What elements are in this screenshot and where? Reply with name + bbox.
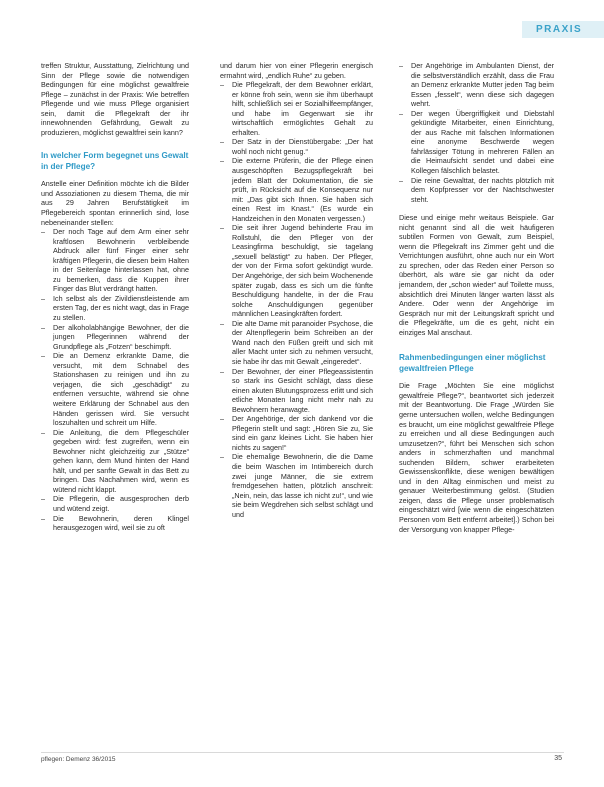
footer-magazine: pflegen: Demenz 36/2015 [41,756,116,763]
list-item: – Der Bewohner, der einer Pflegeassistentin so stark ins Gesicht schlägt, dass diese einen akuten Blutungsprozess erlitt und sich etliche Monaten lang nicht mehr nah zu Bewohnern heranwagte. [220,367,373,415]
list-item: – Die externe Prüferin, die der Pflege einen ausgeschöpften Bezugspflegekräft bei jedem Blatt der Dokumentation, die sie prüft, in Rücksicht auf die Konsequenz nur mit: „Das gibt sich Ihnen. Sie haben sich einen Rest im Knast.“ (Es wurde ein Handzeichen in den Monaten vergessen.) [220,156,373,223]
page-number: 35 [554,755,562,762]
list-item: – Die Pflegerin, die ausgesprochen derb und wütend zeigt. [41,494,189,513]
list-item: – Ich selbst als der Zivildienstleistende am ersten Tag, der es nicht wagt, das in Frage zu stellen. [41,294,189,323]
column-2 [220,61,373,519]
list-item: – Der noch Tage auf dem Arm einer sehr kraftlosen Bewohnerin verbleibende Abdruck aller fünf Finger einer sehr kräftigen Pflegerin, die diesen beim Halten in der Seitenlage hinterlassen hat, ohne zu bemerken, dass die Kuppen ihrer Finger das Blut verdrängt hatten. [41,227,189,294]
list-item: – Der Angehörige, der sich dankend vor die Pflegerin stellt und sagt: „Hören Sie zu, Sie sind ein ganz kleines Licht. Sie haben hier nichts zu sagen!“ [220,414,373,452]
column-1 [41,61,189,533]
continued-text: und darum hier von einer Pflegerin energisch ermahnt wird, „endlich Ruhe“ zu geben. [220,61,373,80]
paragraph-subtle-forms: Diese und einige mehr weitaus Beispiele. Gar nicht genannt sind all die weit häufigeren subtilen Formen von Gewalt, zum Beispiel, wenn die Pflegekraft ins Zimmer geht und die Verrichtungen ausführt, ohne auch nur ein Wort zu sprechen, oder das Reden einer Person so überhört, als wäre sie gar nicht da oder jemandem, der „schon wieder“ auf Toilette muss, absichtlich drei Minuten länger warten lässt als Andere. Oder wenn der Angehörige im Gespräch nur mit der Leitungskraft spricht und die Pflegekräfte, um die es geht, nicht ein einziges Mal anschaut. [399,213,554,337]
heading-gewalt: In welcher Form begegnet uns Gewalt in der Pflege? [41,151,189,171]
list-examples-1 [41,227,189,533]
list-item: – Der alkoholabhängige Bewohner, der die jungen Pflegerinnen während der Grundpflege als „Fotzen“ beschimpft. [41,323,189,352]
column-3 [399,61,554,534]
intro-paragraph: treffen Struktur, Ausstattung, Zielrichtung und Sinn der Pflege sowie die notwendigen Bedingungen für eine möglichst gewaltfreie Pflege – zunächst in der Praxis: Wie betreffen Pflegende und wie muss Pflege organisiert sein, damit die Pflegekraft der ihr innewohnenden Gefährdung, Gewalt zu produzieren, möglichst gewaltfrei sein kann? [41,61,189,137]
paragraph-frage: Die Frage „Möchten Sie eine möglichst gewaltfreie Pflege?“, beantwortet sich jederzeit mit der Beantwortung. Die Frage „Würden Sie gerne untersuchen wollen, welche Bedingungen es braucht, um eine möglichst gewaltfreie Pflege zu erreichen und all diese Bedingungen auch umzusetzen?“, führt bei Menschen sich schon anders in schmerzhaften und manchmal suchenden Bildern, schwer erarbeiteten Gewissenskonflikte, diese wenigen bewältigen und in den Alltag einmischen und meist zu genauer Weiterbestimmung gelöst. (Studien zeigen, dass die Pflege unser problematisch eingeschätzt wird [wie wenn die eingeschätzten Personen vom Bett entfernt arbeitet].) Schon bei der Versorgung von knapper Pflege- [399,381,554,534]
list-item: – Die Pflegekraft, der dem Bewohner erklärt, er könne froh sein, wenn sie ihm überhaupt hilft, schließlich sei er Sozialhilfeempfänger, und habe im Gegenwart sie ihr wirtschaftlich ermöglichtes Gehalt zu erhalten. [220,80,373,137]
list-item: – Der Angehörige im Ambulanten Dienst, der die selbstverständlich erzählt, dass die Frau an Demenz erkrankte Mutter jeden Tag beim Essen „fesselt“, wenn diese sich dagegen wehrt. [399,61,554,109]
list-item: – Der wegen Übergriffigkeit und Diebstahl gekündigte Mitarbeiter, einen Einrichtung, der aus Rache mit falschen Informationen eine anonyme Beschwerde wegen fahrlässiger Tötung in mehreren Fällen an die Heimaufsicht sendet und dabei eine Kollegen fälschlich belastet. [399,109,554,176]
list-examples-3 [399,61,554,204]
list-item: – Die Anleitung, die dem Pflegeschüler gegeben wird: fest zugreifen, wenn ein Bewohner nicht gleichzeitig zur „Stütze“ gehen kann, dem Mund hinten der Hand hält, und per sanfte Gewalt in das Bett zu bringen. Das Nachahmen wird, wenn es wütend nicht klappt. [41,428,189,495]
list-examples-2 [220,80,373,519]
list-item: – Die seit ihrer Jugend behinderte Frau im Rollstuhl, die den Pfleger von der Leasingfirma beschuldigt, sie tagelang „sexuell belästigt“ zu haben. Der Pfleger, der von der Firma sofort gekündigt wurde. Der Angehörige, der sich beim Wochenende später zugab, dass es sich um die fünfte Beschuldigung handelte, in der die Frau solche Anschuldigungen gegenüber männlichen Leasingkräften fordert. [220,223,373,318]
list-item: – Der Satz in der Dienstübergabe: „Der hat wohl noch nicht genug.“ [220,137,373,156]
list-item: – Die Bewohnerin, deren Klingel herausgezogen wird, weil sie zu oft [41,514,189,533]
list-item: – Die alte Dame mit paranoider Psychose, die der Altenpflegerin beim Schreiben an der Wand nach den Füßen greift und sich mit aller Macht unter sich zu nehmen versucht, sie habe ihr das mit Gewalt „eingeredet“. [220,319,373,367]
list-item: – Die an Demenz erkrankte Dame, die versucht, mit dem Schnabel des Stationshasen zu reinigen und ihn zu verjagen, die sich „geschädigt“ zu entfernen versuchte, während sie ohne weitere Erklärung der Schnabel aus den Händen gerissen wird. Sie versucht loszuhalten und schreit um Hilfe. [41,351,189,427]
section-label: PRAXIS [522,21,604,38]
heading-rahmenbedingungen: Rahmenbedingungen einer möglichst gewaltfreien Pflege [399,353,546,373]
paragraph-definition: Anstelle einer Definition möchte ich die Bilder und Assoziationen zu diesem Thema, die mir aus 29 Jahren Berufstätigkeit im Pflegebereich spontan erinnerlich sind, lose nebeneinander stellen: [41,179,189,227]
list-item: – Die reine Gewalttat, der nachts plötzlich mit dem Kopfpresser vor der Nachtschwester steht. [399,176,554,205]
list-item: – Die ehemalige Bewohnerin, die die Dame die beim Waschen im Intimbereich durch zwei junge Männer, die sie extrem fremdgesehen hatten, plötzlich anschreit: „Nein, nein, das lasse ich nicht zu!“, und wie sie beim Wegdrehen sich selbst schlägt und und [220,452,373,519]
footer-divider [41,752,564,753]
